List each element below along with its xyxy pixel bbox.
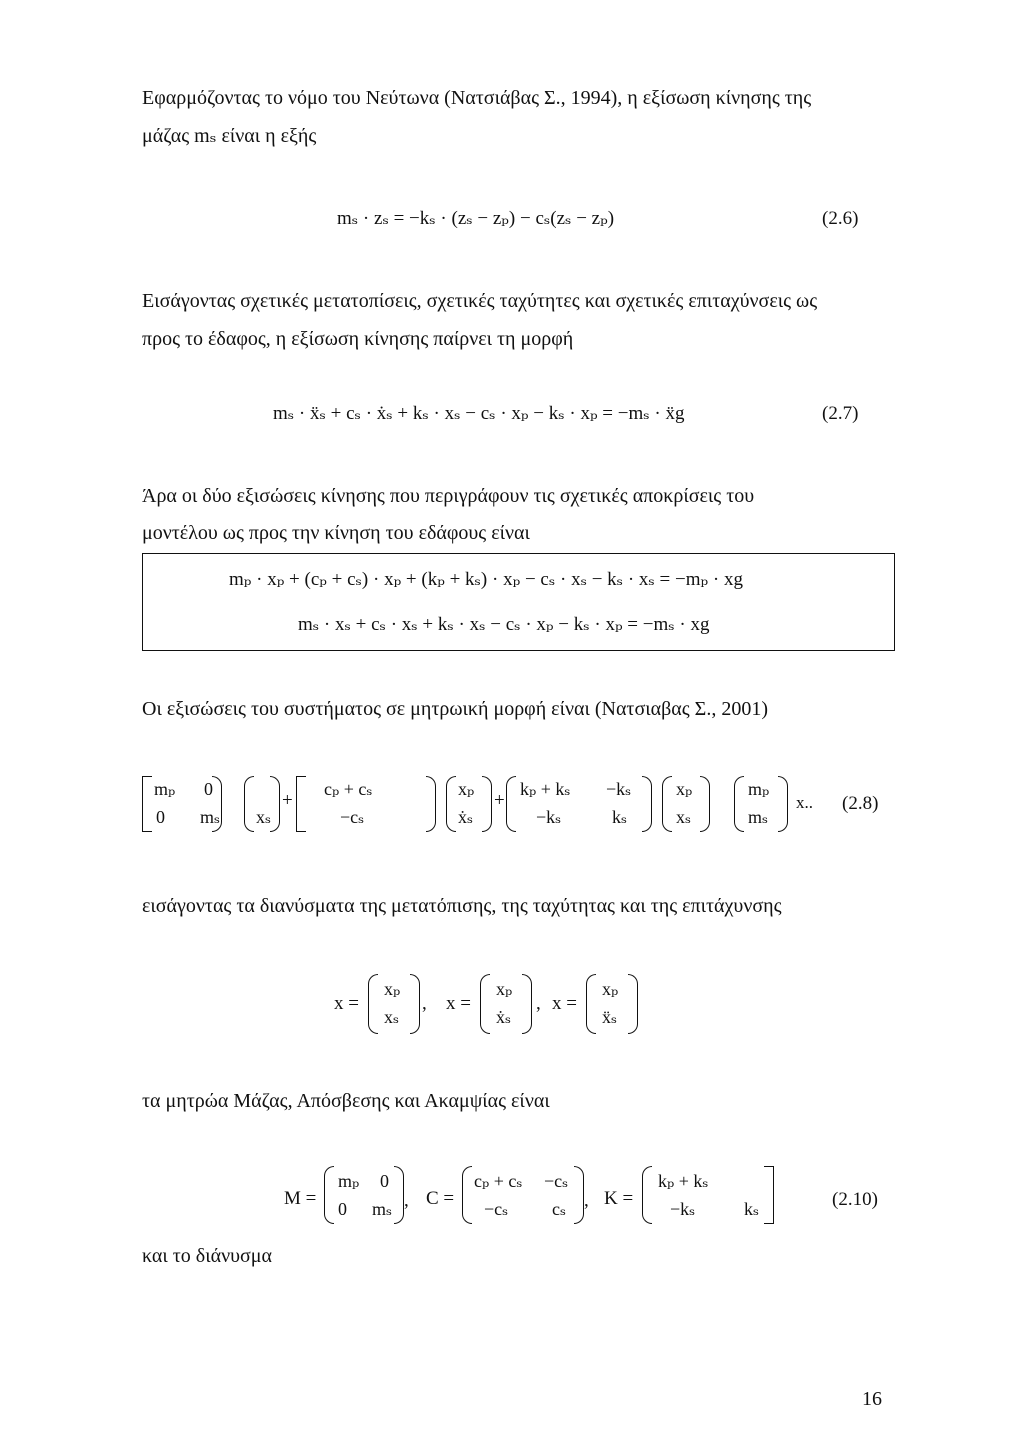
paragraph-2-line-1: Εισάγοντας σχετικές μετατοπίσεις, σχετικές ταχύτητες και σχετικές επιταχύνσεις ως [142, 290, 818, 312]
stiffness-cell-12: −kₛ [606, 779, 632, 799]
rhs-cell-2: mₛ [748, 807, 769, 827]
paragraph-5: εισάγοντας τα διανύσματα της μετατόπισης, της ταχύτητας και της επιτάχυνσης [142, 895, 782, 917]
plus-sign-1: + [282, 790, 293, 811]
damping-matrix [462, 1166, 584, 1224]
stiffness-matrix-cell-11: kₚ + kₛ [658, 1171, 709, 1191]
damping-matrix-cell-21: −cₛ [484, 1199, 509, 1219]
acceleration-vector-cell-1: xₚ [602, 979, 619, 999]
damping-matrix-cell-11: cₚ + cₛ [474, 1171, 523, 1191]
vector-comma-2: , [536, 993, 541, 1014]
paragraph-6: τα μητρώα Μάζας, Απόσβεσης και Ακαμψίας είναι [142, 1090, 550, 1112]
stiffness-matrix-cell-21: −kₛ [670, 1199, 696, 1219]
displacement-vector [368, 974, 420, 1034]
damping-matrix-2-8 [296, 776, 436, 832]
damping-matrix-cell-22: cₛ [552, 1199, 567, 1219]
mass-matrix-label: M = [284, 1188, 317, 1209]
acceleration-vector-cell-2: ẍₛ [602, 1007, 618, 1027]
equation-number-2-7: (2.7) [822, 403, 859, 424]
paragraph-2-line-2: προς το έδαφος, η εξίσωση κίνησης παίρνει τη μορφή [142, 328, 574, 350]
equation-number-2-10: (2.10) [832, 1189, 878, 1210]
vector-comma-1: , [422, 993, 427, 1014]
mass-matrix-cell-12: 0 [380, 1171, 389, 1191]
paragraph-3-line-1: Άρα οι δύο εξισώσεις κίνησης που περιγράφουν τις σχετικές αποκρίσεις του [142, 485, 755, 507]
stiffness-cell-21: −kₛ [536, 807, 562, 827]
displacement-cell-1: xₚ [676, 779, 693, 799]
mass-matrix [324, 1166, 404, 1224]
mass-matrix-cell-21: 0 [338, 1199, 347, 1219]
eq210-comma-2: , [584, 1190, 589, 1211]
stiffness-matrix-2-8 [506, 776, 652, 832]
page-number: 16 [862, 1388, 882, 1410]
rhs-cell-1: mₚ [748, 779, 770, 799]
displacement-vector-2-8 [662, 776, 710, 832]
paragraph-1-line-2: μάζας mₛ είναι η εξής [142, 125, 317, 147]
mass-cell-11: mₚ [154, 779, 176, 799]
mass-matrix-cell-22: mₛ [372, 1199, 393, 1219]
equation-2-7: mₛ · ẍₛ + cₛ · ẋₛ + kₛ · xₛ − cₛ · xₚ − kₛ · xₚ = −mₛ · ẍg [273, 403, 685, 424]
mass-cell-12: 0 [204, 779, 213, 799]
mass-cell-22: mₛ [200, 807, 221, 827]
displacement-cell-2: xₛ [676, 807, 692, 827]
ground-acceleration-symbol: x.. [796, 793, 813, 812]
stiffness-matrix-cell-22: kₛ [744, 1199, 760, 1219]
boxed-equation-2: mₛ · xₛ + cₛ · xₛ + kₛ · xₛ − cₛ · xₚ − kₛ · xₚ = −mₛ · xg [298, 614, 710, 635]
vector-x-label-2: x = [446, 993, 471, 1014]
displacement-vector-cell-2: xₛ [384, 1007, 400, 1027]
velocity-cell-2: ẋₛ [458, 807, 474, 827]
velocity-vector-cell-2: ẋₛ [496, 1007, 512, 1027]
velocity-cell-1: xₚ [458, 779, 475, 799]
equation-number-2-8: (2.8) [842, 793, 879, 814]
velocity-vector [480, 974, 532, 1034]
rhs-vector-2-8 [734, 776, 788, 832]
boxed-equation-1: mₚ · xₚ + (cₚ + cₛ) · xₚ + (kₚ + kₛ) · xₚ − cₛ · xₛ − kₛ · xₛ = −mₚ · xg [229, 569, 743, 590]
paragraph-7: και το διάνυσμα [142, 1245, 273, 1267]
paragraph-1-line-1: Εφαρμόζοντας το νόμο του Νεύτωνα (Νατσιάβας Σ., 1994), η εξίσωση κίνησης της [142, 87, 812, 109]
damping-cell-11: cₚ + cₛ [324, 779, 373, 799]
damping-matrix-cell-12: −cₛ [544, 1171, 569, 1191]
mass-matrix-cell-11: mₚ [338, 1171, 360, 1191]
velocity-vector-cell-1: xₚ [496, 979, 513, 999]
vector-x-label-3: x = [552, 993, 577, 1014]
stiffness-cell-22: kₛ [612, 807, 628, 827]
stiffness-matrix [642, 1166, 774, 1224]
acceleration-vector-2-8 [244, 776, 280, 832]
damping-matrix-label: C = [426, 1188, 455, 1209]
equation-number-2-6: (2.6) [822, 208, 859, 229]
velocity-vector-2-8 [446, 776, 492, 832]
mass-cell-21: 0 [156, 807, 165, 827]
equation-2-6: mₛ · zₛ = −kₛ · (zₛ − zₚ) − cₛ(zₛ − zₚ) [337, 208, 615, 229]
stiffness-cell-11: kₚ + kₛ [520, 779, 571, 799]
vector-x-label-1: x = [334, 993, 359, 1014]
mass-matrix-2-8 [142, 776, 222, 832]
paragraph-3-line-2: μοντέλου ως προς την κίνηση του εδάφους είναι [142, 522, 530, 544]
stiffness-matrix-label: K = [604, 1188, 634, 1209]
paragraph-4: Οι εξισώσεις του συστήματος σε μητρωική μορφή είναι (Νατσιαβας Σ., 2001) [142, 698, 768, 720]
eq210-comma-1: , [404, 1190, 409, 1211]
plus-sign-2: + [494, 790, 505, 811]
damping-cell-22: −cₛ [340, 807, 365, 827]
acceleration-vector [586, 974, 638, 1034]
displacement-vector-cell-1: xₚ [384, 979, 401, 999]
acceleration-cell-2: xₛ [256, 807, 272, 827]
